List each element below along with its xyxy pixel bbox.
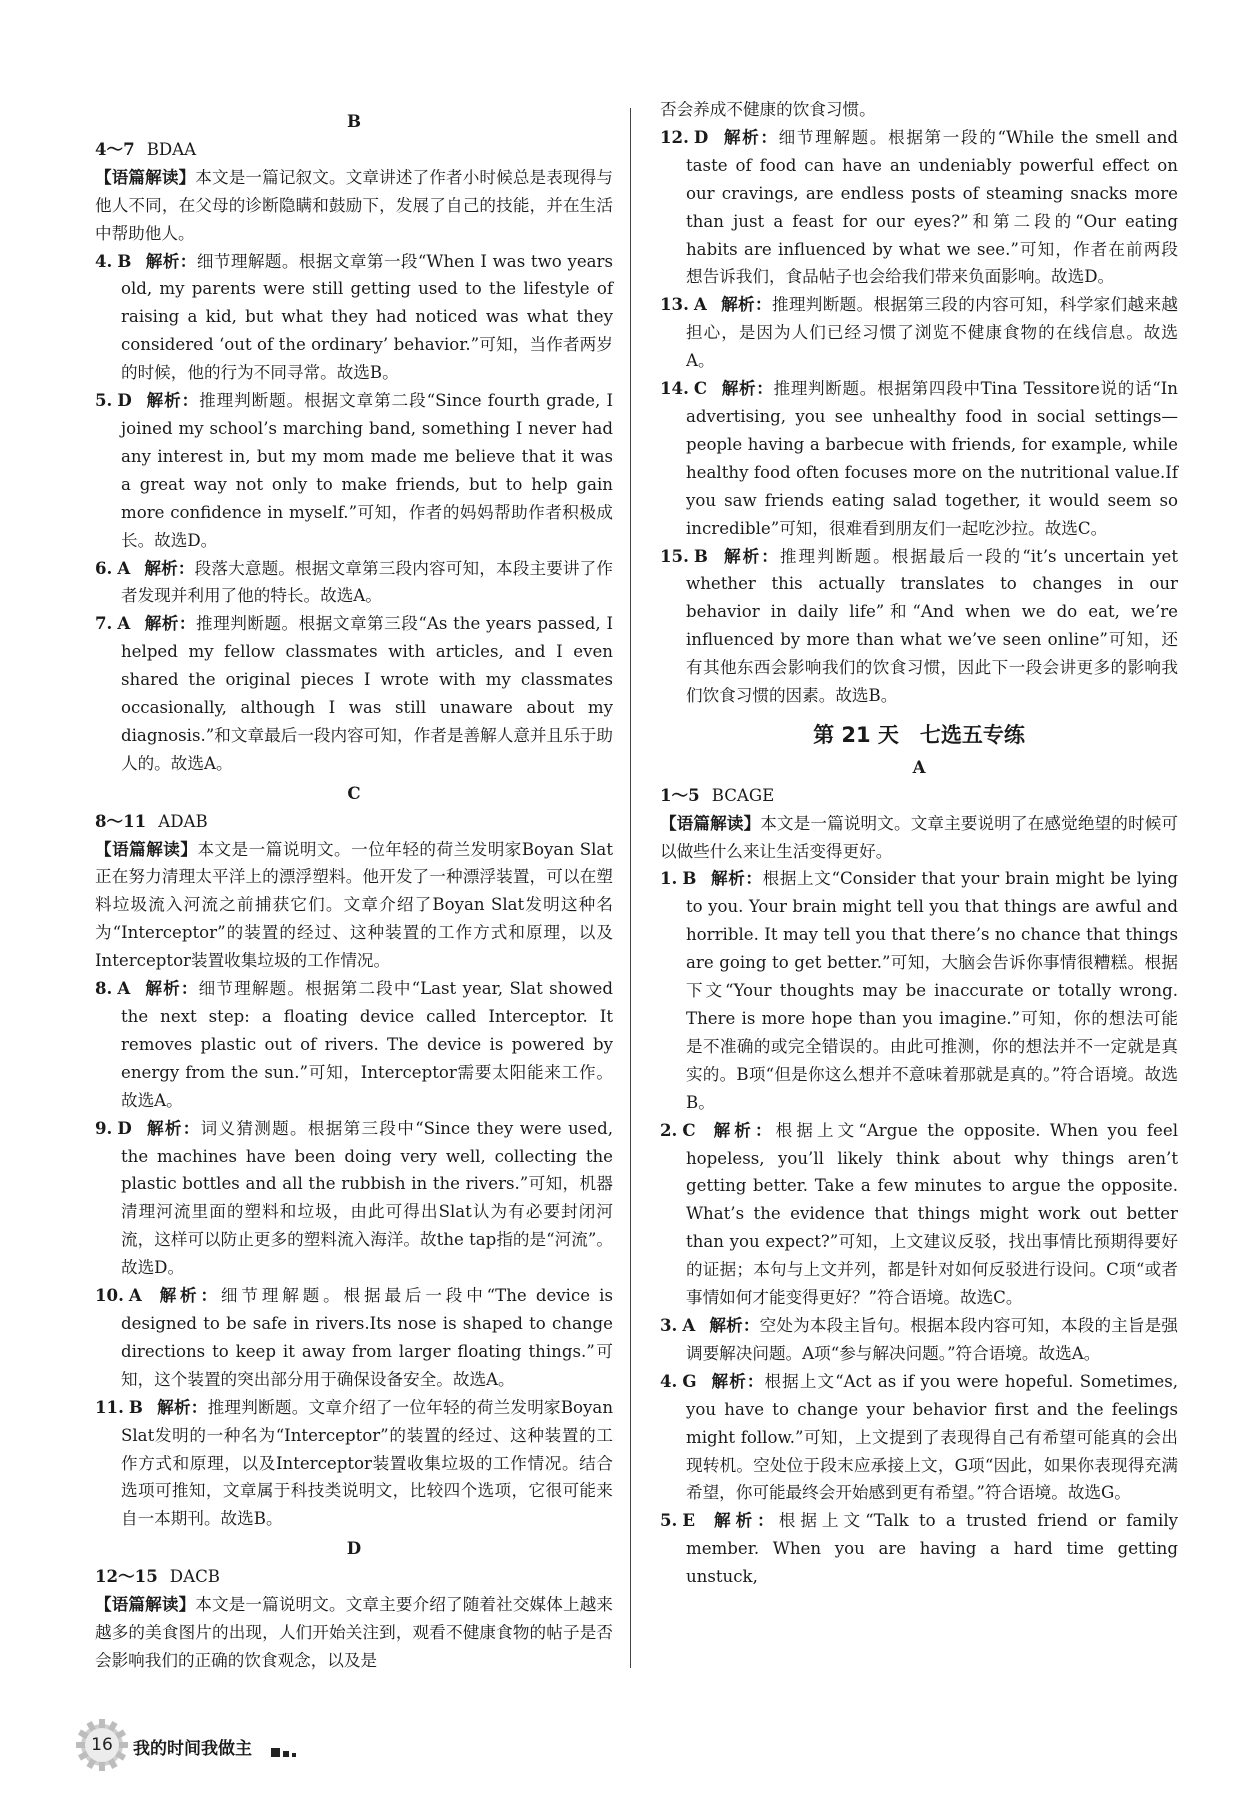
explanation-item: 1. B 解析：根据上文“Consider that your brain might be lying to you. Your brain might tell you that things are awful and horrible. It may tell you that there’s no chance that things are going to get better.”可知，大脑会告诉你事情很糟糕。根据下文“Your thoughts may be inaccurate or totally wrong. There is more hope than you imagine.”可知，你的想法可能是不准确的或完全错误的。由此可推测，你的想法并不一定就是真实的。B项“但是你这么想并不意味着那就是真的。”符合语境。故选B。: [660, 868, 1178, 1112]
page-number: 16: [91, 1735, 113, 1755]
explanation-item: 13. A 解析：推理判断题。根据第三段的内容可知，科学家们越来越担心，是因为人们已经习惯了浏览不健康食物的在线信息。故选A。: [660, 294, 1179, 371]
section-heading-a: A: [912, 756, 926, 777]
day-title: 第 21 天 七选五专练: [813, 722, 1025, 747]
explanation-item: 7. A 解析：推理判断题。根据文章第三段“As the years passed, I helped my fellow classmates with articles, and I even shared the original pieces I wrote with my classmates occasionally, although I was still unaware about my diagnosis.”和文章最后一段内容可知，作者是善解人意并且乐于助人的。故选A。: [95, 613, 613, 773]
explanation-list-a: [660, 865, 1178, 1591]
explanation-item: 2. C 解析：根据上文“Argue the opposite. When you feel hopeless, you’ll likely think about why things aren’t getting better. Take a few minutes to argue the opposite. What’s the evidence that things might work out better than you expect?”可知，上文建议反驳，找出事情比预期得要好的证据；本句与上文并列，都是针对如何反驳进行设问。C项“或者事情如何才能变得更好？”符合语境。故选C。: [660, 1119, 1178, 1308]
passage-intro-d: 【语篇解读】本文是一篇说明文。文章主要介绍了随着社交媒体上越来越多的美食图片的出现，人们开始关注到，观看不健康食物的帖子是否会影响我们的正确的饮食观念，以及是: [95, 1594, 613, 1670]
explanation-item: 11. B 解析：推理判断题。文章介绍了一位年轻的荷兰发明家Boyan Slat发明的一种名为“Interceptor”的装置的经过、这种装置的工作方式和原理，以及Interceptor装置收集垃圾的工作情况。结合选项可推知，文章属于科技类说明文，比较四个选项，它很可能来自一本期刊。故选B。: [95, 1396, 614, 1529]
column-divider: [630, 108, 631, 1668]
passage-intro-a: 【语篇解读】本文是一篇说明文。文章主要说明了在感觉绝望的时候可以做些什么来让生活变得更好。: [660, 812, 1178, 861]
right-column: [660, 100, 1179, 1591]
explanation-item: 6. A 解析：段落大意题。根据文章第三段内容可知，本段主要讲了作者发现并利用了他的特长。故选A。: [95, 557, 614, 606]
explanation-item: 15. B 解析：推理判断题。根据最后一段的“it’s uncertain yet whether this actually translates to changes in our behavior in daily life”和“And when we do eat, we’re influenced by more than what we’ve seen online”可知，还有其他东西会影响我们的饮食习惯，因此下一段会讲更多的影响我们饮食习惯的因素。故选B。: [660, 545, 1178, 706]
footer-slogan: 我的时间我做主: [133, 1739, 252, 1759]
section-heading-c: C: [347, 782, 361, 803]
explanation-item: 4. B 解析：细节理解题。根据文章第一段“When I was two years old, my parents were still getting used to the lifestyle of raising a kid, but what they had noticed was what they considered ‘out of the ordinary’ behavior.”可知，当作者两岁的时候，他的行为不同寻常。故选B。: [95, 250, 613, 383]
left-column: [95, 108, 613, 1675]
explanation-item: 5. D 解析：推理判断题。根据文章第二段“Since fourth grade, I joined my school’s marching band, something I never had any interest in, but my mom made me believe that it was a great way not only to make friends, but to help gain more confidence in myself.”可知，作者的妈妈帮助作者积极成长。故选D。: [95, 390, 614, 550]
passage-intro-d-continued: 否会养成不健康的饮食习惯。: [660, 100, 876, 119]
section-heading-b: B: [346, 111, 362, 131]
answer-key-a: 1～5 BCAGE: [660, 784, 775, 805]
decorative-squares-icon: [271, 1738, 299, 1757]
page-footer: [75, 1718, 375, 1774]
explanation-item: 4. G 解析：根据上文“Act as if you were hopeful. Sometimes, you have to change your behavior first and the feelings might follow.”可知，上文提到了表现得自己有希望可能真的会出现转机。空处位于段末应承接上文，G项“因此，如果你表现得充满希望，你可能最终会开始感到更有希望。”符合语境。故选G。: [660, 1370, 1178, 1503]
passage-intro-c: 【语篇解读】本文是一篇说明文。一位年轻的荷兰发明家Boyan Slat正在努力清理太平洋上的漂浮塑料。他开发了一种漂浮装置，可以在塑料垃圾流入河流之前捕获它们。文章介绍了Boyan Slat发明这种名为“Interceptor”的装置的经过、这种装置的工作方式和原理，以及Interceptor装置收集垃圾的工作情况。: [95, 838, 613, 971]
explanation-list-d: [660, 124, 1178, 710]
explanation-item: 10. A 解析：细节理解题。根据最后一段中“The device is designed to be safe in rivers.Its nose is shaped to change directions to keep it away from larger floating things.”可知，这个装置的突出部分用于确保设备安全。故选A。: [95, 1285, 614, 1389]
answer-key-c: 8～11 ADAB: [95, 810, 208, 831]
passage-intro-b: 【语篇解读】本文是一篇记叙文。文章讲述了作者小时候总是表现得与他人不同，在父母的诊断隐瞒和鼓励下，发展了自己的技能，并在生活中帮助他人。: [95, 166, 613, 243]
answer-key-d: 12～15 DACB: [95, 1566, 220, 1587]
explanation-item: 14. C 解析：推理判断题。根据第四段中Tina Tessitore说的话“In advertising, you see unhealthy food in social settings—people having a barbecue with friends, for example, while healthy food often focuses more on the nutritional value.If you saw friends eating salad together, it would seem so incredible”可知，很难看到朋友们一起吃沙拉。故选C。: [660, 378, 1178, 538]
answer-key-b: 4～7 BDAA: [95, 138, 197, 159]
explanation-item: 5. E 解析：根据上文“Talk to a trusted friend or family member. When you are having a hard time getting unstuck,: [660, 1510, 1179, 1587]
explanation-list-b: [95, 248, 613, 778]
explanation-item: 8. A 解析：细节理解题。根据第二段中“Last year, Slat showed the next step: a floating device called Interceptor. It removes plastic out of rivers. The device is powered by energy from the sun.”可知，Interceptor需要太阳能来工作。故选A。: [95, 978, 614, 1110]
explanation-list-c: [95, 975, 613, 1533]
explanation-item: 9. D 解析：词义猜测题。根据第三段中“Since they were used, the machines have been doing very well, collecting the plastic bottles and all the rubbish in the rivers.”可知，机器清理河流里面的塑料和垃圾，由此可得出Slat认为有必要封闭河流，这样可以防止更多的塑料流入海洋。故the tap指的是“河流”。故选D。: [95, 1117, 613, 1278]
explanation-item: 3. A 解析：空处为本段主旨句。根据本段内容可知，本段的主旨是强调要解决问题。A项“参与解决问题。”符合语境。故选A。: [660, 1314, 1179, 1363]
explanation-item: 12. D 解析：细节理解题。根据第一段的“While the smell and taste of food can have an undeniably powerful effect on our cravings, are endless posts of steaming snacks more than just a feast for our eyes?”和第二段的“Our eating habits are influenced by what we see.”可知，作者在前两段想告诉我们，食品帖子也会给我们带来负面影响。故选D。: [660, 126, 1179, 287]
section-heading-d: D: [346, 1538, 362, 1559]
